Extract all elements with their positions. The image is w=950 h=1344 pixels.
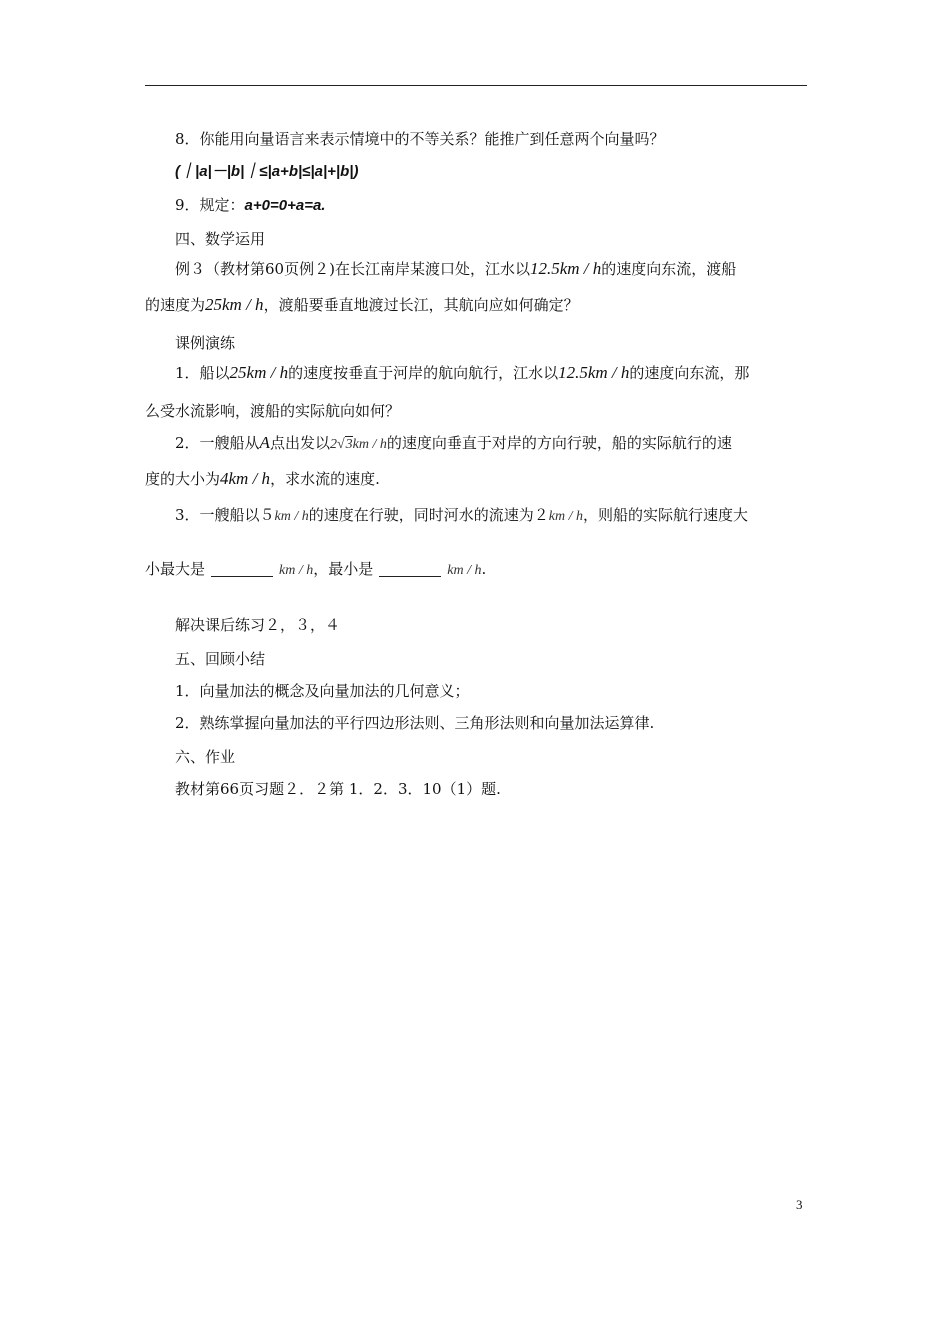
speed-unit: km / h <box>279 563 314 578</box>
speed-unit: km / h <box>352 437 387 452</box>
inequality-formula: (｜|a|－|b|｜≤|a+b|≤|a|+|b|) <box>175 163 359 180</box>
practice-2-text: 2．一艘船从 <box>175 434 260 452</box>
practice-3-text: 的速度在行驶，同时河水的流速为２ <box>308 506 549 524</box>
speed-value: 25km / h <box>205 295 264 314</box>
practice-2-line-1 <box>175 432 732 453</box>
zero-vector-rule: a+0=0+a=a. <box>244 197 326 214</box>
practice-1-line-2 <box>145 400 400 421</box>
practice-3-line-2 <box>145 558 486 579</box>
answer-blank-min[interactable] <box>379 576 441 577</box>
practice-3-text: . <box>481 560 487 578</box>
example-3-text: 的速度向东流，渡船 <box>601 260 737 278</box>
speed-value: 12.5km / h <box>558 363 630 382</box>
answer-blank-max[interactable] <box>211 576 273 577</box>
speed-unit: km / h <box>548 509 583 524</box>
practice-1-text: 的速度向东流，那 <box>629 364 750 382</box>
item-8-formula <box>175 160 358 181</box>
practice-1-text: 的速度按垂直于河岸的航向航行，江水以 <box>288 364 559 382</box>
section-6-title: 六、作业 <box>175 748 236 766</box>
practice-2-text: ，求水流的速度. <box>270 470 380 488</box>
practice-title: 课例演练 <box>175 334 236 352</box>
speed-unit: km / h <box>447 563 482 578</box>
section-heading-6 <box>175 746 235 767</box>
page-number: 3 <box>796 1197 803 1212</box>
practice-1-text: 1．船以 <box>175 364 230 382</box>
practice-3-text: ，最小是 <box>313 560 374 578</box>
speed-value: 12.5km / h <box>529 259 602 278</box>
solve-text: 解决课后练习２，３，４ <box>175 616 341 634</box>
practice-3-text: 3．一艘船以５ <box>175 506 275 524</box>
solve-exercises <box>175 614 340 635</box>
practice-heading <box>175 332 235 353</box>
example-3-text: ，渡船要垂直地渡过长江，其航向应如何确定？ <box>263 296 579 314</box>
summary-1 <box>175 680 470 701</box>
practice-1-line-1 <box>175 362 749 383</box>
sqrt-symbol: √ <box>336 437 345 452</box>
practice-3-text: ，则船的实际航行速度大 <box>583 506 749 524</box>
section-4-title: 四、数学运用 <box>175 230 266 248</box>
item-8-text: 8．你能用向量语言来表示情境中的不等关系？能推广到任意两个向量吗？ <box>175 130 665 148</box>
section-5-title: 五、回顾小结 <box>175 650 266 668</box>
item-8 <box>175 128 665 149</box>
example-3-line-1 <box>175 258 736 279</box>
practice-2-text: 点出发以 <box>269 434 330 452</box>
example-3-text: 的速度为 <box>145 296 206 314</box>
example-3-line-2 <box>145 294 579 315</box>
summary-2-text: 2．熟练掌握向量加法的平行四边形法则、三角形法则和向量加法运算律. <box>175 714 655 732</box>
speed-value: 25km / h <box>229 363 289 382</box>
practice-2-line-2 <box>145 468 380 489</box>
summary-1-text: 1．向量加法的概念及向量加法的几何意义； <box>175 682 470 700</box>
header-rule <box>145 85 807 86</box>
practice-2-text: 度的大小为 <box>145 470 221 488</box>
practice-2-text: 的速度向垂直于对岸的方向行驶，船的实际航行的速 <box>386 434 732 452</box>
speed-unit: km / h <box>274 509 309 524</box>
homework-text: 教材第66页习题２．２第 1．2．3．10（1）题. <box>175 780 501 798</box>
practice-1-text: 么受水流影响，渡船的实际航向如何？ <box>145 402 401 420</box>
summary-2 <box>175 712 654 733</box>
item-9-label: 9．规定： <box>175 196 245 214</box>
practice-3-text: 小最大是 <box>145 560 206 578</box>
section-heading-5 <box>175 648 265 669</box>
example-3-text: 例３（教材第60页例２)在长江南岸某渡口处，江水以 <box>175 260 530 278</box>
root-coefficient: 2 <box>329 437 337 452</box>
speed-value: 4km / h <box>220 469 271 488</box>
point-label: A <box>259 433 270 452</box>
practice-3-line-1 <box>175 504 748 525</box>
homework <box>175 778 501 799</box>
root-radicand: 3 <box>345 437 353 452</box>
item-9 <box>175 194 325 215</box>
section-heading-4 <box>175 228 265 249</box>
